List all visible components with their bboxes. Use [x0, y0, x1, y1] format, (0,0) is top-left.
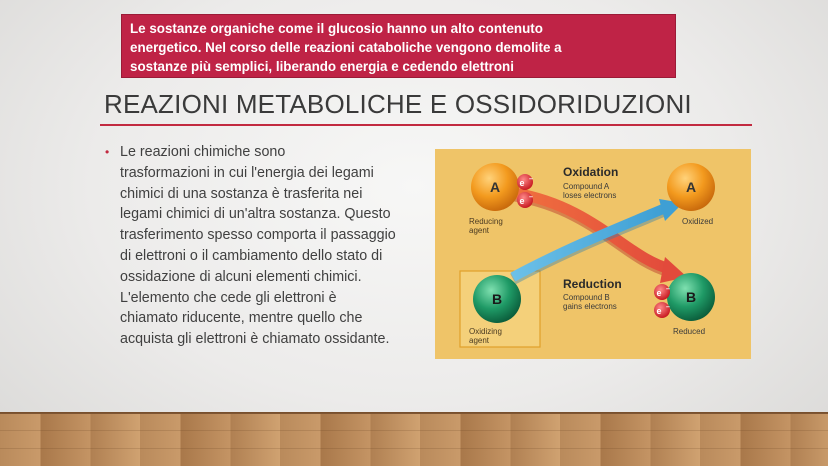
electron-label: e — [656, 306, 662, 316]
reduction-title: Reduction — [563, 277, 622, 291]
bullet-line: acquista gli elettroni è chiamato ossidante. — [120, 331, 390, 348]
atom-a-label: A — [685, 179, 697, 195]
bullet-line: trasformazioni in cui l'energia dei legami — [120, 164, 374, 181]
bullet-line: L'elemento che cede gli elettroni è — [120, 289, 337, 306]
atom-b-label: B — [685, 289, 697, 305]
oxidation-title: Oxidation — [563, 165, 619, 179]
bullet-line: ossidazione di alcuni elementi chimici. — [120, 268, 362, 285]
redox-diagram — [435, 149, 751, 359]
title-divider — [100, 124, 752, 126]
atom-b-label: B — [491, 291, 503, 307]
electron-label: e — [519, 178, 525, 188]
oxidation-subtitle: loses electrons — [563, 191, 617, 200]
oxidizing-agent-label: Oxidizing — [469, 327, 502, 336]
electron-label: e — [656, 288, 662, 298]
atom-a-label: A — [489, 179, 501, 195]
bullet-line: legami chimici di un'altra sostanza. Questo — [120, 206, 391, 223]
slide-title: REAZIONI METABOLICHE E OSSIDORIDUZIONI — [104, 89, 692, 119]
oxidation-subtitle: Compound A — [563, 182, 610, 191]
reducing-agent-label: Reducing — [469, 217, 503, 226]
bullet-item — [104, 142, 416, 350]
electron-sign: – — [529, 176, 533, 183]
callout-line: Le sostanze organiche come il glucosio hanno un alto contenuto — [130, 21, 543, 36]
reduction-subtitle: gains electrons — [563, 302, 617, 311]
redox-diagram-svg — [435, 149, 751, 359]
callout-box — [121, 14, 676, 78]
bullet-list — [104, 142, 416, 350]
bullet-line: di elettroni o il cambiamento dello stato di — [120, 247, 383, 264]
bullet-line: chimici di una sostanza è trasferita nei — [120, 185, 363, 202]
electron-sign: – — [666, 286, 670, 293]
reduced-label: Reduced — [673, 327, 706, 336]
bullet-line: Le reazioni chimiche sono — [120, 144, 286, 160]
electron-sign: – — [529, 194, 533, 201]
bullet-line: trasferimento spesso comporta il passaggio — [120, 227, 396, 244]
electron-sign: – — [666, 304, 670, 311]
wooden-floor-decoration — [0, 412, 828, 466]
bullet-line: chiamato riducente, mentre quello che — [120, 310, 363, 327]
callout-line: sostanze più semplici, liberando energia e cedendo elettroni — [130, 59, 514, 74]
reducing-agent-label: agent — [469, 226, 490, 235]
electron-label: e — [519, 196, 525, 206]
oxidized-label: Oxidized — [682, 217, 714, 226]
oxidizing-agent-label: agent — [469, 336, 490, 345]
callout-line: energetico. Nel corso delle reazioni cataboliche vengono demolite a — [130, 40, 562, 55]
bullet-icon: • — [105, 145, 110, 159]
reduction-subtitle: Compound B — [563, 293, 610, 302]
